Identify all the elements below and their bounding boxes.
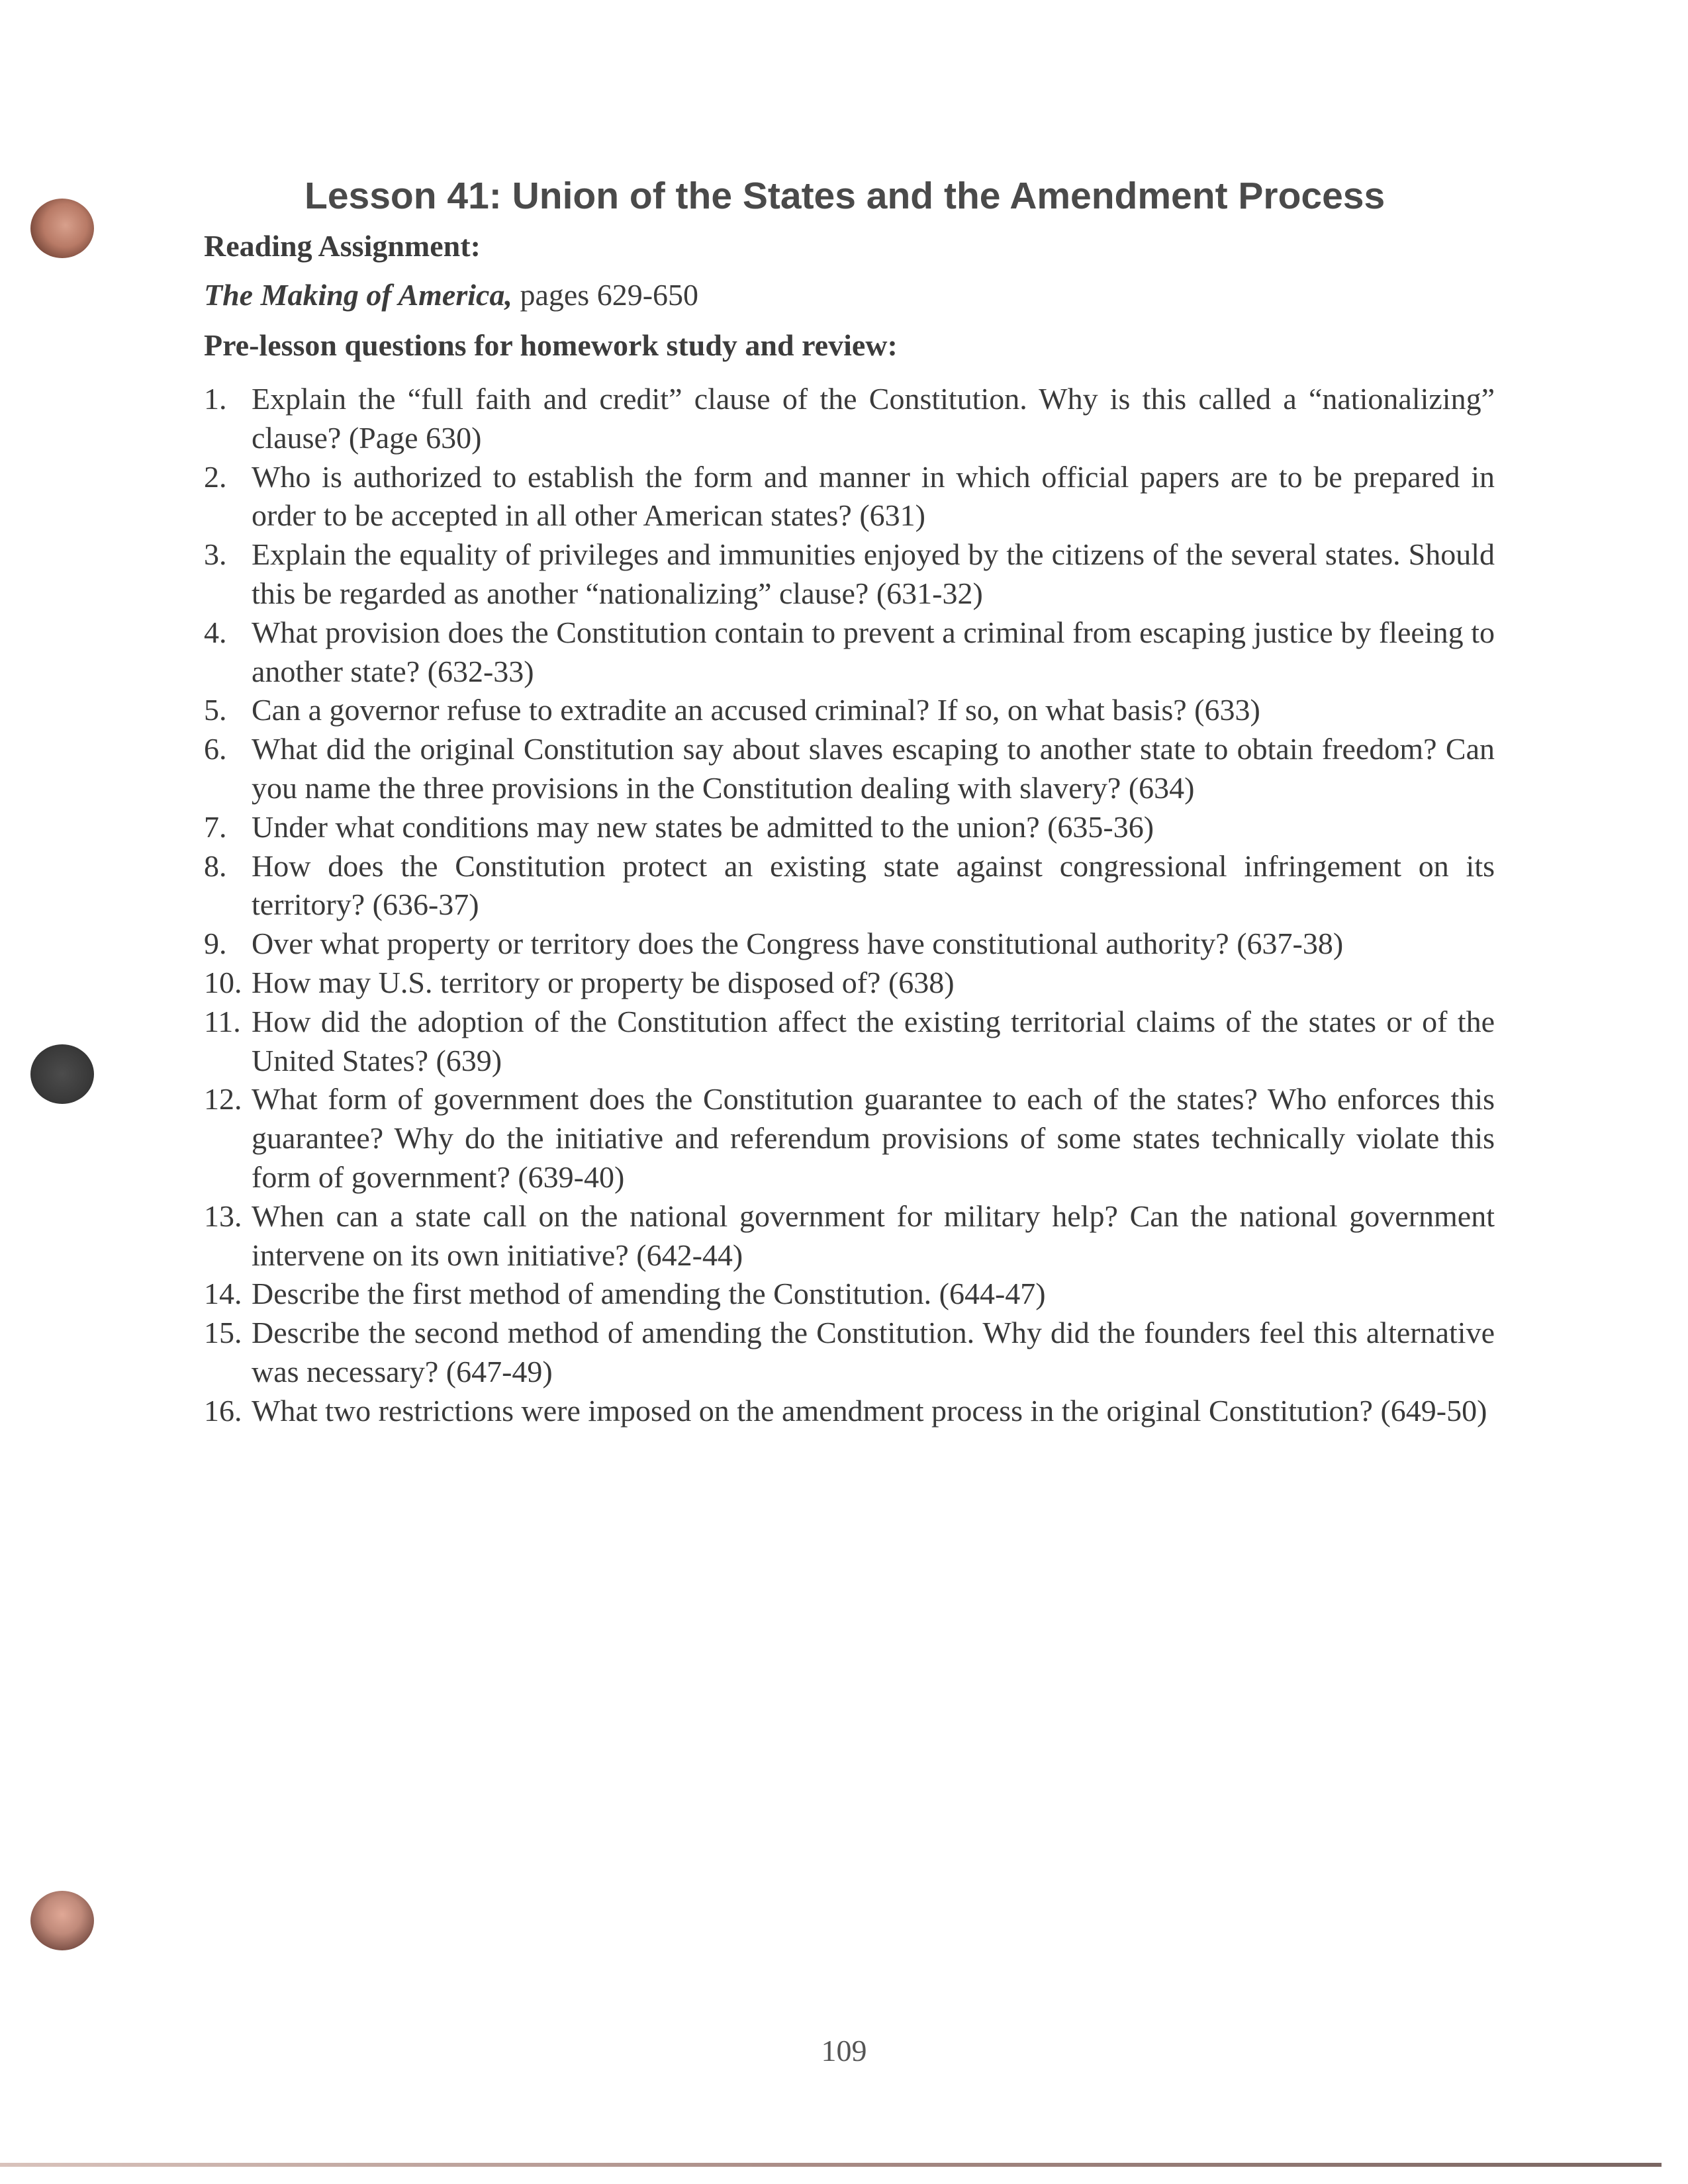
list-item — [204, 1197, 1495, 1275]
question-number: 8. — [204, 848, 227, 883]
page-bottom-edge — [0, 2163, 1662, 2167]
list-item — [204, 808, 1495, 847]
list-item — [204, 458, 1495, 536]
reading-assignment-line — [204, 274, 698, 316]
question-number: 5. — [204, 693, 227, 727]
question-text: Explain the “full faith and credit” clause of the Constitution. Why is this called a “nationalizing” clause? (Page 630) — [252, 382, 1495, 455]
list-item — [204, 1080, 1495, 1197]
reading-pages: pages 629-650 — [512, 278, 699, 312]
question-number: 6. — [204, 732, 227, 766]
question-number: 10. — [204, 965, 242, 999]
list-item — [204, 925, 1495, 964]
question-number: 16. — [204, 1393, 242, 1428]
list-item — [204, 691, 1495, 730]
question-text: How does the Constitution protect an existing state against congressional infringement on its territory? (636-37) — [252, 848, 1495, 922]
list-item — [204, 730, 1495, 808]
question-number: 11. — [204, 1004, 241, 1038]
list-item — [204, 964, 1495, 1003]
book-title: The Making of America, — [204, 278, 512, 312]
question-text: Explain the equality of privileges and immunities enjoyed by the citizens of the several states. Should this be regarded as another “nationalizing” clause? (631-32) — [252, 537, 1495, 610]
question-text: What form of government does the Constitution guarantee to each of the states? Who enforces this guarantee? Why do the initiative and referendum provisions of some states technically violate this form of government? (639-40) — [252, 1082, 1495, 1194]
list-item — [204, 1392, 1495, 1431]
page-number: 109 — [821, 2034, 867, 2068]
question-number: 4. — [204, 615, 227, 649]
question-text: Under what conditions may new states be admitted to the union? (635-36) — [252, 809, 1154, 844]
question-number: 13. — [204, 1199, 242, 1233]
question-text: What did the original Constitution say about slaves escaping to another state to obtain freedom? Can you name the three provisions in the Constitution dealing with slavery? (634) — [252, 732, 1495, 805]
question-text: What provision does the Constitution contain to prevent a criminal from escaping justice by fleeing to another state? (632-33) — [252, 615, 1495, 688]
question-number: 12. — [204, 1082, 242, 1116]
question-text: When can a state call on the national government for military help? Can the national government intervene on its own initiative? (642-44) — [252, 1199, 1495, 1272]
binder-hole-middle — [30, 1044, 94, 1104]
list-item — [204, 1003, 1495, 1081]
question-text: How may U.S. territory or property be disposed of? (638) — [252, 965, 955, 999]
binder-hole-bottom — [30, 1891, 94, 1950]
question-number: 9. — [204, 927, 227, 961]
question-text: Can a governor refuse to extradite an accused criminal? If so, on what basis? (633) — [252, 693, 1260, 727]
list-item — [204, 535, 1495, 614]
question-number: 2. — [204, 459, 227, 494]
list-item — [204, 1275, 1495, 1314]
reading-assignment-heading: Reading Assignment: — [204, 229, 481, 263]
question-text: Describe the first method of amending the Constitution. (644-47) — [252, 1277, 1046, 1311]
question-number: 14. — [204, 1277, 242, 1311]
question-text: Who is authorized to establish the form and manner in which official papers are to be prepared in order to be accepted in all other American states? (631) — [252, 459, 1495, 533]
question-text: How did the adoption of the Constitution affect the existing territorial claims of the states or of the United States? (639) — [252, 1004, 1495, 1077]
list-item — [204, 1314, 1495, 1392]
prelesson-heading: Pre-lesson questions for homework study and review: — [204, 328, 898, 362]
question-list — [204, 380, 1495, 1431]
question-text: Over what property or territory does the Congress have constitutional authority? (637-38) — [252, 927, 1344, 961]
question-number: 3. — [204, 537, 227, 572]
list-item — [204, 614, 1495, 692]
binder-hole-top — [30, 199, 94, 258]
question-number: 1. — [204, 382, 227, 416]
question-number: 15. — [204, 1316, 242, 1350]
list-item — [204, 380, 1495, 458]
list-item — [204, 847, 1495, 925]
question-text: What two restrictions were imposed on the amendment process in the original Constitution? (649-50) — [252, 1393, 1487, 1428]
question-number: 7. — [204, 809, 227, 844]
question-text: Describe the second method of amending the Constitution. Why did the founders feel this alternative was necessary? (647-49) — [252, 1316, 1495, 1388]
lesson-title: Lesson 41: Union of the States and the Amendment Process — [305, 175, 1385, 217]
